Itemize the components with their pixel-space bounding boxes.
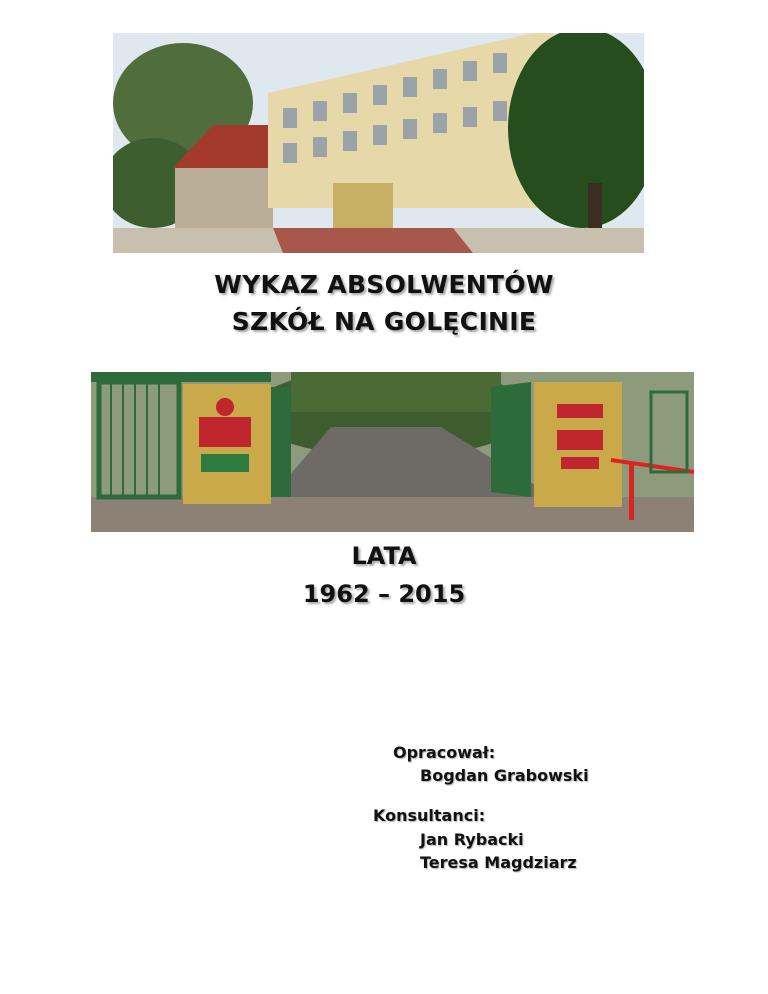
years-label: LATA xyxy=(351,542,417,570)
years-range: 1962 – 2015 xyxy=(302,580,466,608)
prepared-by-name: Bogdan Grabowski xyxy=(420,766,589,785)
consultant-name: Teresa Magdziarz xyxy=(420,853,577,872)
school-building-photo xyxy=(113,33,644,253)
consultants-label: Konsultanci: xyxy=(373,806,486,825)
document-title-line-2: SZKÓŁ NA GOLĘCINIE xyxy=(231,307,537,336)
consultant-name: Jan Rybacki xyxy=(420,830,524,849)
document-title-line-1: WYKAZ ABSOLWENTÓW xyxy=(214,270,554,299)
school-gate-photo xyxy=(91,372,694,532)
prepared-by-label: Opracował: xyxy=(393,743,496,762)
